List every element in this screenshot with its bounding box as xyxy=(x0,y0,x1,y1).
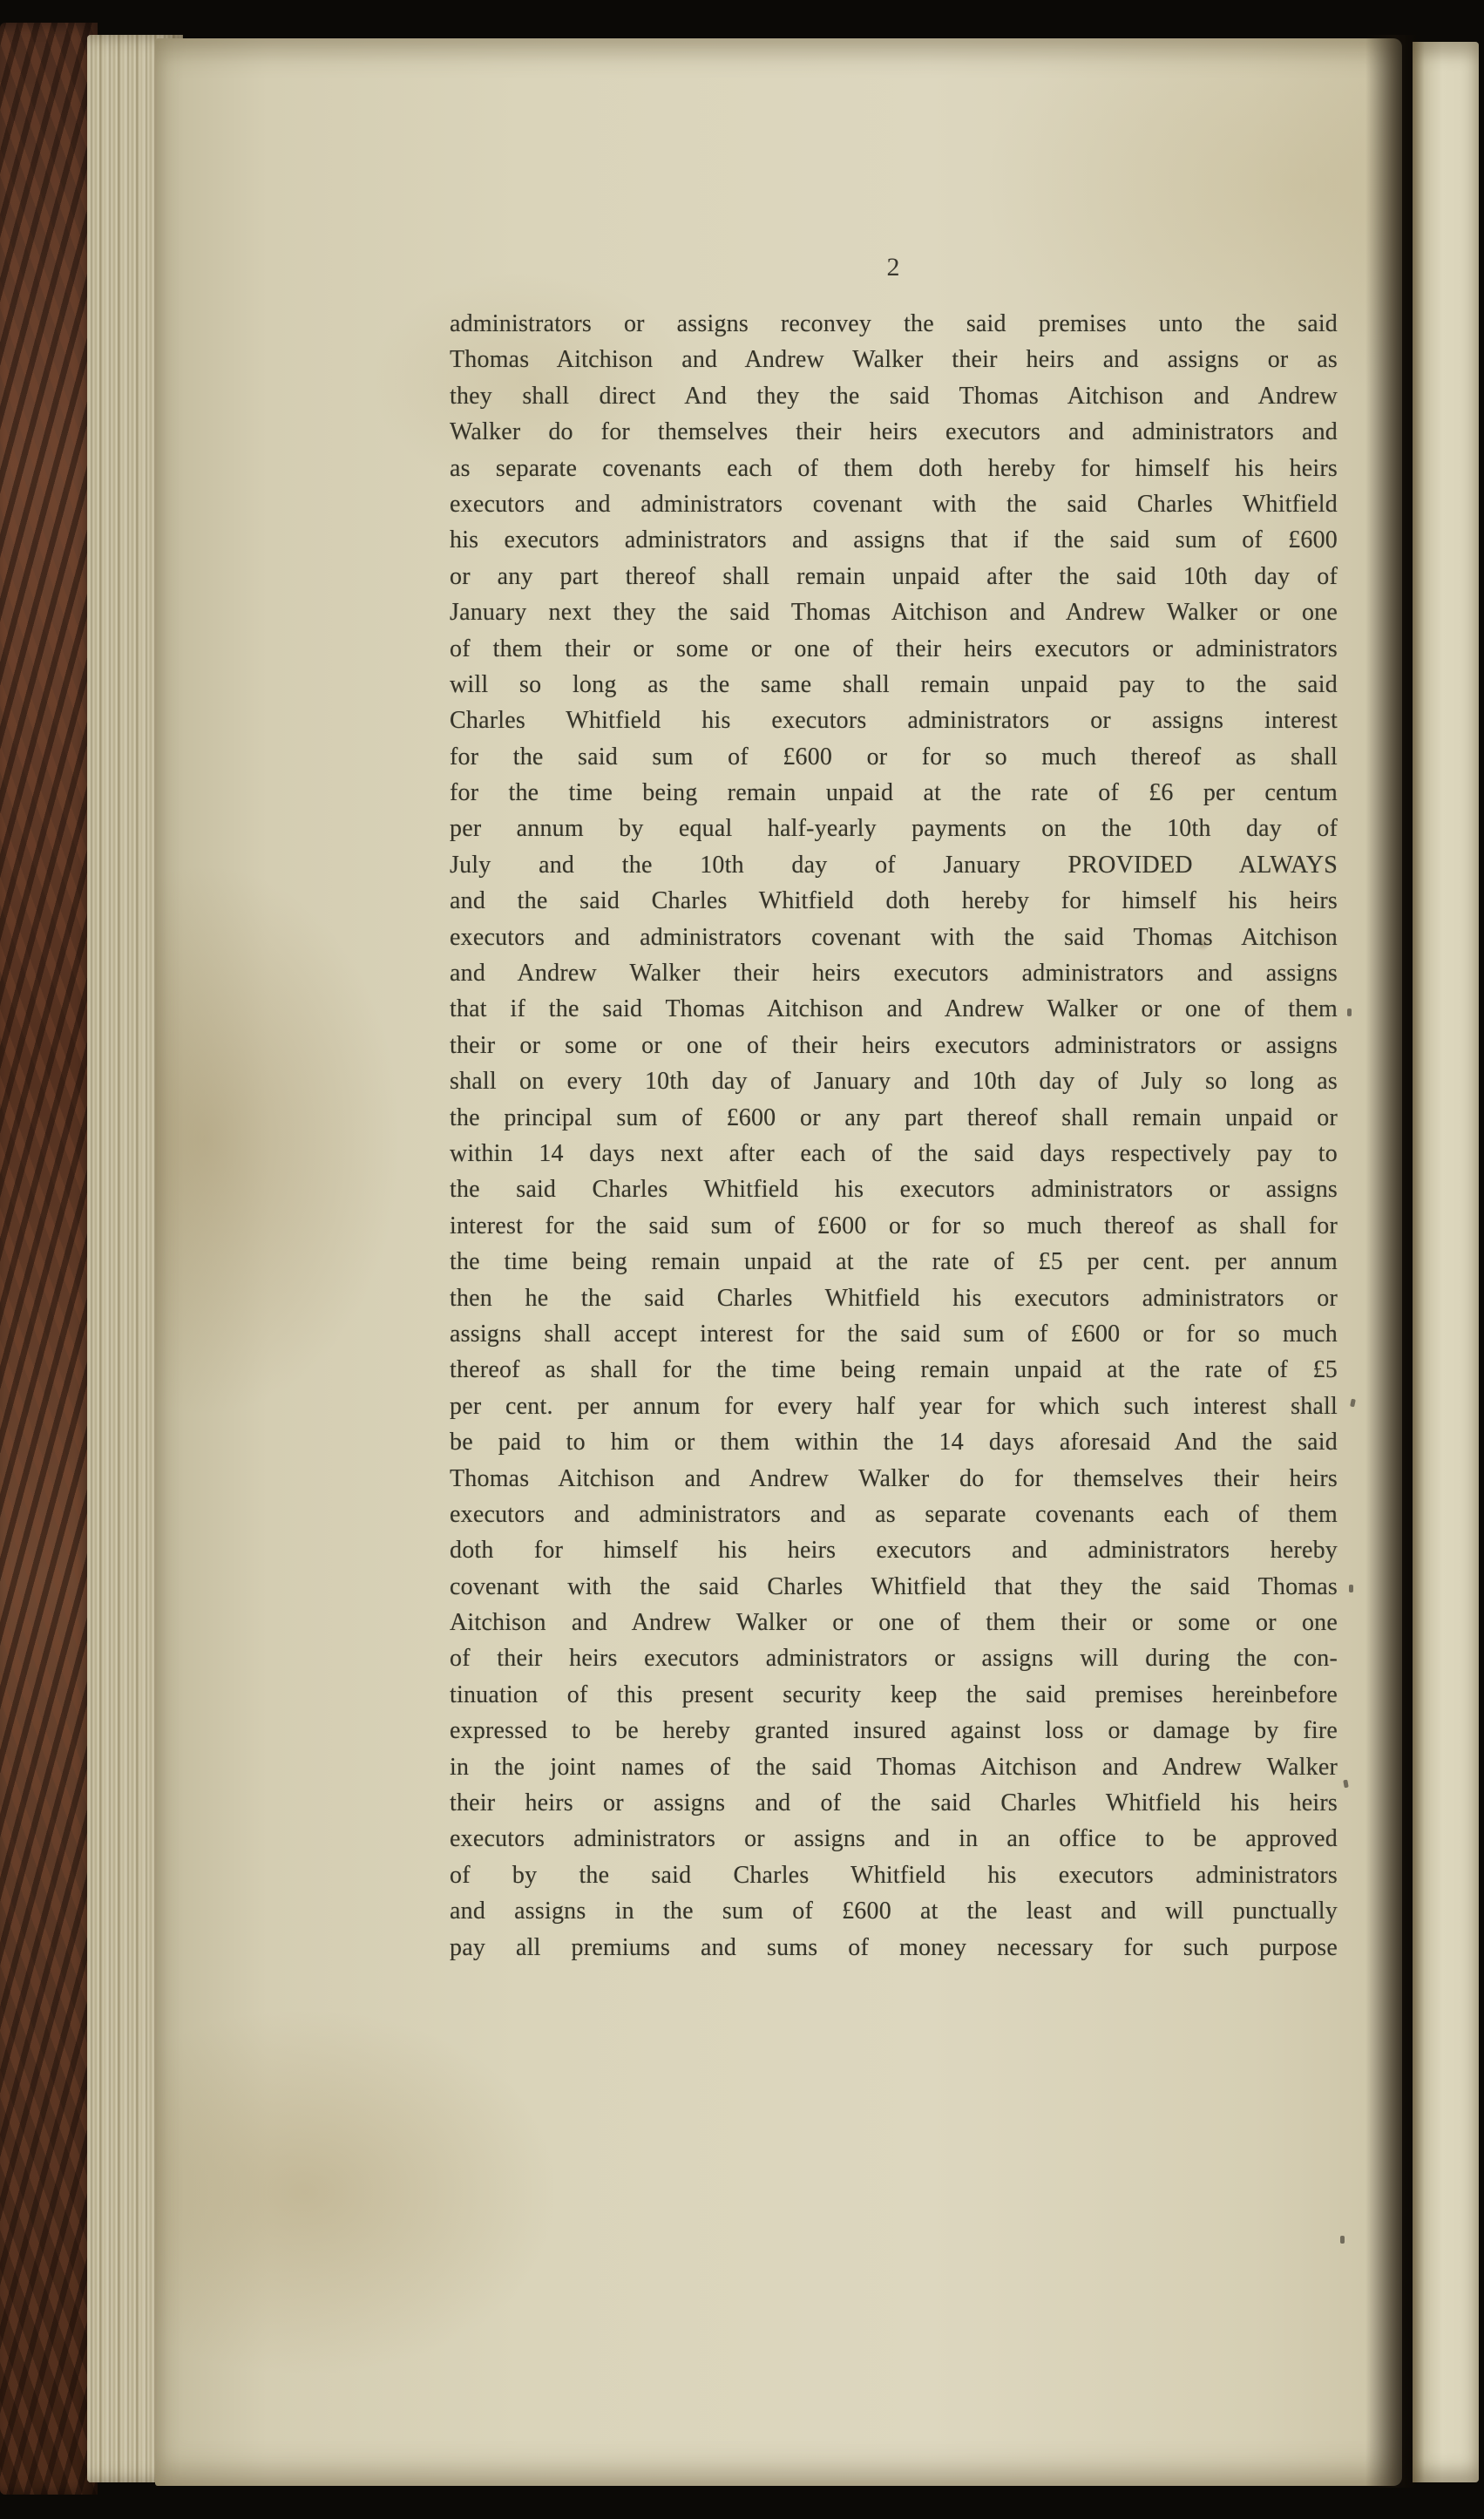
text-line: tinuation of this present security keep the said premises hereinbefore xyxy=(450,1680,1338,1708)
text-line: as separate covenants each of them doth hereby for himself his heirs xyxy=(450,454,1338,482)
page-number: 2 xyxy=(886,253,901,282)
text-line: and Andrew Walker their heirs executors administrators and assigns xyxy=(450,960,1338,988)
text-line: assigns shall accept interest for the said sum of £600 or for so much xyxy=(450,1320,1338,1348)
text-line: then he the said Charles Whitfield his executors administrators or xyxy=(450,1284,1338,1312)
text-line: January next they the said Thomas Aitchison and Andrew Walker or one xyxy=(450,599,1338,627)
text-line: Walker do for themselves their heirs executors and administrators and xyxy=(450,418,1338,446)
text-line: expressed to be hereby granted insured against loss or damage by fire xyxy=(450,1717,1338,1745)
text-line: administrators or assigns reconvey the said premises unto the said xyxy=(450,310,1338,337)
text-line: the principal sum of £600 or any part thereof shall remain unpaid or xyxy=(450,1103,1338,1131)
text-line: for the time being remain unpaid at the rate of £6 per centum xyxy=(450,779,1338,807)
text-line: Thomas Aitchison and Andrew Walker their heirs and assigns or as xyxy=(450,346,1338,374)
text-line: Thomas Aitchison and Andrew Walker do for themselves their heirs xyxy=(450,1464,1338,1492)
text-line: thereof as shall for the time being remain unpaid at the rate of £5 xyxy=(450,1356,1338,1384)
text-line: the said Charles Whitfield his executors administrators or assigns xyxy=(450,1176,1338,1204)
text-line: of by the said Charles Whitfield his executors administrators xyxy=(450,1861,1338,1889)
text-line: executors and administrators covenant with the said Charles Whitfield xyxy=(450,490,1338,518)
text-line: they shall direct And they the said Thomas Aitchison and Andrew xyxy=(450,382,1338,410)
text-line: Aitchison and Andrew Walker or one of them their or some or one xyxy=(450,1609,1338,1637)
text-line: July and the 10th day of January PROVIDED ALWAYS xyxy=(450,851,1338,879)
text-line: and assigns in the sum of £600 at the least and will punctually xyxy=(450,1898,1338,1925)
document-page xyxy=(155,38,1402,2486)
text-line: executors and administrators and as separate covenants each of them xyxy=(450,1500,1338,1528)
text-line: their heirs or assigns and of the said Charles Whitfield his heirs xyxy=(450,1789,1338,1817)
text-line: within 14 days next after each of the said days respectively pay to xyxy=(450,1139,1338,1167)
text-line: that if the said Thomas Aitchison and Andrew Walker or one of them xyxy=(450,995,1338,1023)
text-line: of their heirs executors administrators or assigns will during the con- xyxy=(450,1645,1338,1673)
text-line: interest for the said sum of £600 or for so much thereof as shall for xyxy=(450,1212,1338,1239)
text-line: in the joint names of the said Thomas Aitchison and Andrew Walker xyxy=(450,1753,1338,1781)
text-line: executors and administrators covenant with the said Thomas Aitchison xyxy=(450,923,1338,951)
text-line: executors administrators or assigns and in an office to be approved xyxy=(450,1825,1338,1853)
text-line: will so long as the same shall remain unpaid pay to the said xyxy=(450,670,1338,698)
text-line: per cent. per annum for every half year for which such interest shall xyxy=(450,1392,1338,1420)
page-content-area xyxy=(450,38,1338,2486)
gutter-shadow xyxy=(1365,35,1416,2488)
text-line: or any part thereof shall remain unpaid after the said 10th day of xyxy=(450,562,1338,590)
text-line: Charles Whitfield his executors administrators or assigns interest xyxy=(450,707,1338,735)
text-line: doth for himself his heirs executors and administrators hereby xyxy=(450,1537,1338,1565)
text-line: shall on every 10th day of January and 10th day of July so long as xyxy=(450,1068,1338,1096)
text-line: pay all premiums and sums of money necessary for such purpose xyxy=(450,1933,1338,1961)
text-line: the time being remain unpaid at the rate of £5 per cent. per annum xyxy=(450,1248,1338,1276)
ink-speck xyxy=(1349,1585,1353,1592)
text-line: be paid to him or them within the 14 days aforesaid And the said xyxy=(450,1429,1338,1456)
ink-speck xyxy=(1340,2236,1345,2244)
text-line: for the said sum of £600 or for so much thereof as shall xyxy=(450,743,1338,771)
text-line: per annum by equal half-yearly payments on the 10th day of xyxy=(450,815,1338,843)
text-line: of them their or some or one of their heirs executors or administrators xyxy=(450,635,1338,662)
text-line: and the said Charles Whitfield doth hereby for himself his heirs xyxy=(450,887,1338,915)
text-line: his executors administrators and assigns that if the said sum of £600 xyxy=(450,526,1338,554)
text-line: their or some or one of their heirs executors administrators or assigns xyxy=(450,1031,1338,1059)
book-binding xyxy=(0,23,98,2495)
text-line: covenant with the said Charles Whitfield that they the said Thomas xyxy=(450,1572,1338,1600)
adjacent-page-edge xyxy=(1413,42,1479,2482)
document-text-block xyxy=(450,306,1338,1966)
ink-speck xyxy=(1347,1008,1352,1016)
